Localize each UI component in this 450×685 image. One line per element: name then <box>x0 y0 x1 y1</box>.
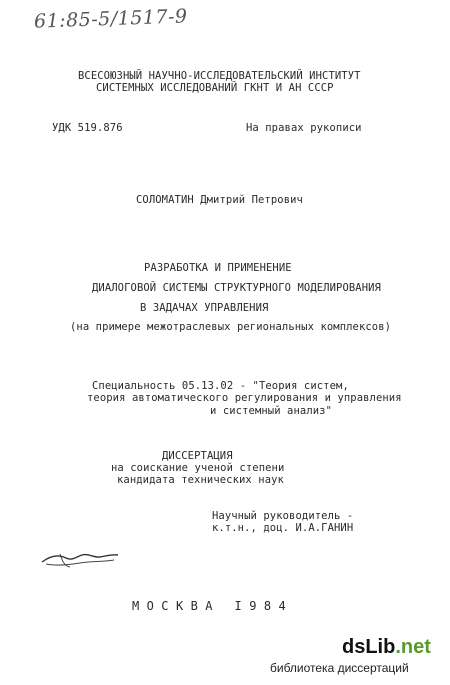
dslib-watermark-logo <box>342 636 431 659</box>
city-and-year: М О С К В А I 9 8 4 <box>132 599 286 613</box>
watermark-subtitle: библиотека диссертаций <box>270 661 409 675</box>
title-line-2: ДИАЛОГОВОЙ СИСТЕМЫ СТРУКТУРНОГО МОДЕЛИРОВАНИЯ <box>92 282 381 294</box>
supervisor-name: к.т.н., доц. И.А.ГАНИН <box>212 522 354 534</box>
handwritten-archive-number: 61:85-5/1517-9 <box>33 5 188 33</box>
manuscript-rights: На правах рукописи <box>246 122 362 134</box>
dissertation-field: кандидата технических наук <box>117 474 284 486</box>
institution-line-1: ВСЕСОЮЗНЫЙ НАУЧНО-ИССЛЕДОВАТЕЛЬСКИЙ ИНСТИТУТ <box>78 70 361 82</box>
title-line-1: РАЗРАБОТКА И ПРИМЕНЕНИЕ <box>144 262 292 274</box>
title-line-4: (на примере межотраслевых региональных комплексов) <box>70 321 392 333</box>
title-line-3: В ЗАДАЧАХ УПРАВЛЕНИЯ <box>140 302 269 314</box>
specialty-line-1: Специальность 05.13.02 - "Теория систем, <box>92 380 349 392</box>
author-name: СОЛОМАТИН Дмитрий Петрович <box>136 194 303 206</box>
watermark-logo-main: dsLib <box>342 636 396 658</box>
supervisor-label: Научный руководитель - <box>212 510 354 522</box>
specialty-line-2: теория автоматического регулирования и управления <box>87 392 402 404</box>
udk-code: УДК 519.876 <box>52 122 123 134</box>
institution-line-2: СИСТЕМНЫХ ИССЛЕДОВАНИЙ ГКНТ И АН СССР <box>96 82 334 94</box>
dissertation-degree: на соискание ученой степени <box>111 462 285 474</box>
specialty-line-3: и системный анализ" <box>210 405 333 417</box>
dissertation-heading: ДИССЕРТАЦИЯ <box>162 450 233 462</box>
handwritten-signature <box>40 548 120 572</box>
watermark-logo-accent: .net <box>395 636 431 658</box>
